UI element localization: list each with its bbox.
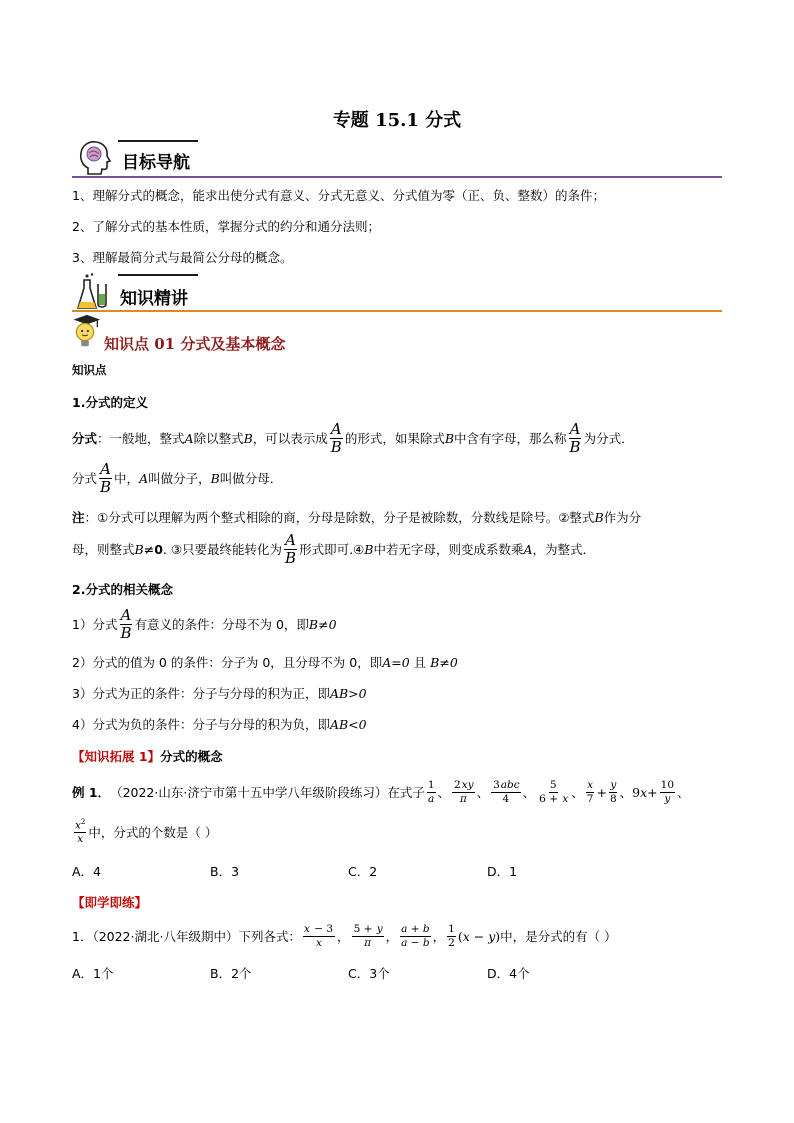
- practice-heading: 【即学即练】: [72, 895, 148, 910]
- brain-head-icon: [74, 138, 114, 178]
- text: ≠: [143, 541, 155, 557]
- fraction-5-over-6plusx: $\frac{5}{6 + x}$: [539, 779, 569, 805]
- fraction-x2-over-x: $\frac{x^2}{x}$: [75, 818, 86, 846]
- fraction-5plusy-over-pi: $\frac{5 + y}{\pi}$: [353, 923, 383, 949]
- definition-line: [72, 420, 634, 456]
- page-title: 专题 15.1 分式: [332, 110, 462, 131]
- condition: B≠0: [430, 655, 458, 670]
- text: 叫做分子，: [148, 471, 211, 486]
- option: A．4: [72, 864, 102, 879]
- section-topline: [118, 274, 198, 276]
- text: . ③只要最终能转化为: [162, 542, 283, 557]
- var-a: A: [184, 430, 194, 446]
- text: 的形式，如果除式: [344, 431, 445, 446]
- definition-line: [72, 460, 282, 496]
- fraction-a-over-b: $\frac{A}{B}$: [100, 459, 112, 496]
- separator: ，: [337, 929, 350, 944]
- option: A．1个: [72, 966, 114, 981]
- text: 3）分式为正的条件：分子与分母的积为正，即: [72, 686, 330, 701]
- option: D．1: [487, 864, 518, 879]
- related-item: [72, 606, 337, 642]
- fraction-x-3-over-x: $\frac{x - 3}{x}$: [303, 923, 334, 949]
- fraction-a-over-b: $\frac{A}{B}$: [120, 605, 132, 642]
- var-b: B: [243, 430, 253, 446]
- text: 且: [413, 655, 427, 670]
- section-heading-knowledge: 知识精讲: [120, 289, 188, 309]
- option: B．3: [210, 864, 240, 879]
- fraction-y-over-8: $\frac{y}{8}$: [609, 779, 617, 805]
- goal-item: 3、理解最简分式与最简公分母的概念。: [72, 250, 293, 265]
- section-heading-goals: 目标导航: [122, 153, 190, 173]
- goal-item: 2、了解分式的基本性质，掌握分式的约分和通分法则；: [72, 219, 380, 234]
- text: ，为整式.: [532, 542, 587, 557]
- var-a: A: [523, 541, 533, 557]
- extension-heading: [72, 747, 223, 765]
- note-line: [72, 508, 641, 526]
- related-item: [72, 684, 367, 702]
- option: B．2个: [210, 966, 252, 981]
- fraction-1-over-a: $\frac{1}{a}$: [427, 779, 435, 805]
- separator: 、: [437, 785, 451, 800]
- def-label: 分式: [72, 431, 98, 446]
- section-topline: [118, 140, 198, 142]
- fraction-a-over-b: $\frac{A}{B}$: [569, 419, 581, 456]
- text: 中含有字母，那么称: [454, 431, 567, 446]
- related-item: [72, 715, 367, 733]
- var-a: A: [139, 470, 149, 486]
- var-b: B: [364, 541, 374, 557]
- separator: ，: [432, 929, 446, 944]
- lab-flask-icon: [72, 272, 112, 312]
- condition: B≠0: [308, 616, 337, 632]
- condition: AB<0: [329, 717, 367, 732]
- text: 母，则整式: [72, 542, 135, 557]
- ext-bracket: 【知识拓展 1】: [72, 749, 161, 764]
- fraction-3abc-over-4: $\frac{\text{3abc}}{4}$: [493, 779, 520, 805]
- goal-item: 1、理解分式的概念，能求出使分式有意义、分式无意义、分式值为零（正、负、整数）的条件；: [72, 188, 605, 203]
- text: 除以整式: [193, 431, 244, 446]
- var-b: B: [594, 510, 604, 525]
- example-source: （2022·山东·济宁市第十五中学八年级阶段练习）在式子: [110, 785, 425, 800]
- separator: 、: [476, 785, 490, 800]
- text: 0: [154, 541, 163, 557]
- text: ：一般地，整式: [97, 431, 185, 446]
- practice-text: 1．（2022·湖北·八年级期中）下列各式：: [72, 929, 301, 944]
- fraction-1-over-2: $\frac{1}{2}$: [448, 923, 455, 949]
- fraction-10-over-y: $\frac{10}{y}$: [660, 779, 675, 805]
- option: C．2: [348, 864, 378, 879]
- text: 分式: [72, 471, 98, 486]
- term-9x: 9x+: [632, 784, 658, 800]
- text: ，可以表示成: [252, 431, 328, 446]
- kp-label: 知识点: [72, 363, 107, 377]
- text: 形式即可.④: [299, 542, 365, 557]
- text: 2）分式的值为 0 的条件：分子为 0，且分母不为 0，即: [72, 655, 383, 670]
- text: 为分式．: [583, 431, 634, 446]
- text: 中若无字母，则变成系数乘: [373, 542, 524, 557]
- section-rule: [72, 310, 722, 312]
- knowledge-point-title: 知识点 01 分式及基本概念: [104, 335, 286, 353]
- ext-label: 分式的概念: [160, 749, 223, 764]
- text: 叫做分母．: [219, 471, 283, 486]
- text: ：①分式可以理解为两个整式相除的商，分母是除数，分子是被除数，分数线是除号。②整式: [84, 510, 595, 525]
- example-tail: 中，分式的个数是（ ）: [88, 825, 218, 840]
- text: 作为分: [603, 510, 642, 525]
- separator: 、: [522, 785, 536, 800]
- plus-sign: +: [596, 784, 607, 800]
- text: 4）分式为负的条件：分子与分母的积为负，即: [72, 717, 330, 732]
- separator: 、: [571, 785, 584, 800]
- condition: A=0: [382, 655, 410, 670]
- practice-question: [72, 916, 617, 956]
- option: C．3个: [348, 966, 390, 981]
- fraction-a-over-b: $\frac{A}{B}$: [330, 419, 342, 456]
- text: 中，: [114, 471, 140, 486]
- related-item: [72, 653, 458, 671]
- var-b: B: [210, 470, 220, 486]
- separator: 、: [677, 785, 690, 800]
- fraction-aplusb-over-aminusb: $\frac{a + b}{a - b}$: [401, 923, 430, 949]
- option: D．4个: [487, 966, 530, 981]
- example-question: [72, 772, 690, 812]
- term-x-minus-y: (x − y): [457, 928, 501, 944]
- practice-tail: 中，是分式的有（ ）: [500, 929, 617, 944]
- text: 有意义的条件：分母不为 0，即: [134, 617, 309, 632]
- var-b: B: [444, 430, 455, 446]
- var-b: B: [134, 541, 144, 557]
- fraction-x-over-7: $\frac{x}{7}$: [586, 779, 594, 805]
- lightbulb-graduate-icon: [66, 312, 104, 350]
- note-label: 注: [72, 510, 85, 525]
- text: 1）分式: [72, 617, 118, 632]
- fraction-2xy-over-pi: $\frac{2xy}{\pi}$: [454, 779, 474, 805]
- separator: 、: [619, 785, 633, 800]
- example-number: 例 1．: [72, 785, 111, 800]
- note-line: [72, 530, 586, 568]
- subheading-definition: 1.分式的定义: [72, 395, 148, 410]
- example-question-cont: [72, 812, 217, 852]
- section-rule: [72, 176, 722, 178]
- subheading-related: 2.分式的相关概念: [72, 582, 173, 597]
- fraction-a-over-b: $\frac{A}{B}$: [285, 530, 297, 567]
- separator: ，: [385, 929, 399, 944]
- condition: AB>0: [329, 686, 367, 701]
